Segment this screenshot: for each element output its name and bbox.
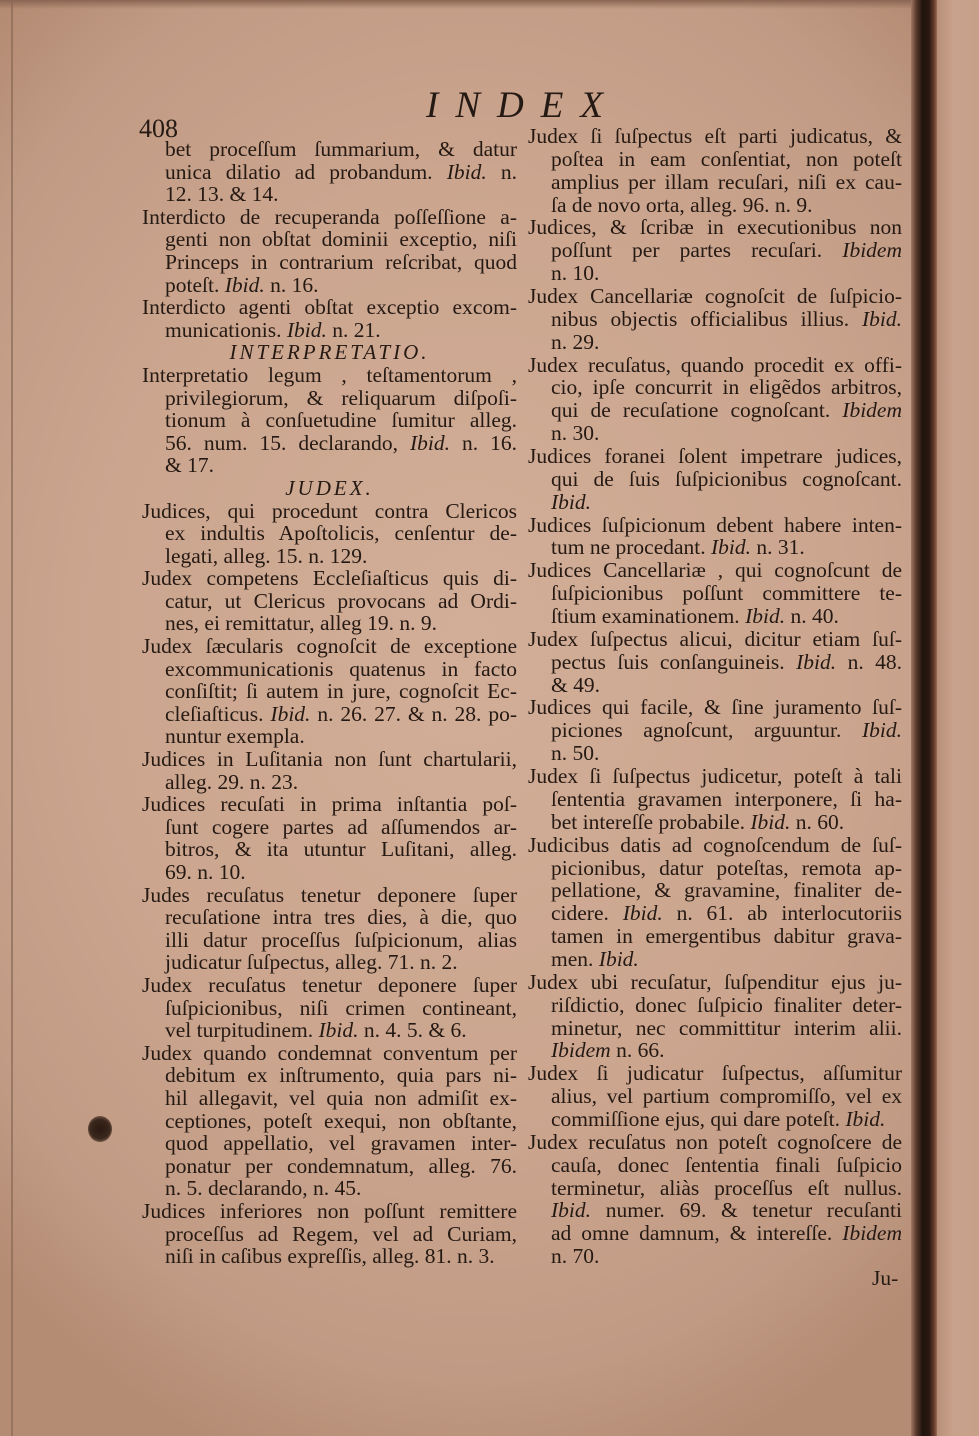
section-heading: INTERPRETATIO. [229,340,430,365]
entry-line: quod appellatio, vel gravamen inter- [165,1131,517,1156]
entry-line: ex indultis Apoſtolicis, cenſentur de- [165,521,517,546]
entry-line: ſententia gravamen interponere, ſi ha- [551,786,902,811]
entry-line: n. 30. [551,421,600,446]
index-entry [528,354,902,445]
entry-line: bet intereſſe probabile. Ibid. n. 60. [551,809,845,834]
page-left-edge [11,0,13,1436]
index-entry [142,1042,517,1200]
entry-line: proceſſus ad Regem, vel ad Curiam, [165,1221,517,1246]
entry-line: qui de ſuis ſuſpicionibus cognoſcant. [551,466,902,491]
entry-line: nuntur exempla. [165,724,305,749]
entry-head-line: Judices qui facile, & ſine juramento ſuſ- [528,695,902,720]
entry-line: & 49. [551,672,600,697]
entry-line: recuſatione intra tres dies, à die, quo [165,905,517,930]
entry-head-line: Judices in Luſitania non ſunt chartularii, [142,747,517,772]
entry-line: nibus objectis officialibus illius. Ibid. [551,306,902,331]
entry-line: cleſiaſticus. Ibid. n. 26. 27. & n. 28. po- [165,701,517,726]
entry-line: piciones agnoſcunt, arguuntur. Ibid. [551,718,902,743]
index-entry [528,445,902,514]
entry-head-line: Judices ſuſpicionum debent habere inten- [528,512,902,537]
entry-line: debitum ex inſtrumento, quia pars ni- [165,1063,517,1088]
entry-line: minetur, nec committitur interim alii. [551,1015,902,1040]
entry-line: qui de recuſatione cognoſcant. Ibidem [551,398,902,423]
entry-head-line: Judices recuſati in prima inſtantia poſ- [142,792,517,817]
entry-head-line: Judex ſi ſuſpectus judicetur, poteſt à tali [528,764,902,789]
entry-line: ceptiones, poteſt exequi, non obſtante, [165,1108,517,1133]
index-entry [142,1200,517,1268]
page-top-edge [0,0,912,9]
entry-line: 69. n. 10. [165,860,246,884]
entry-line: tionum à conſuetudine ſumitur alleg. [165,408,517,433]
entry-line: unica dilatio ad probandum. Ibid. n. [165,159,517,184]
entry-line: Princeps in contrarium reſcribat, quod [165,249,517,274]
index-entry [142,364,517,477]
entry-line: Ibid. numer. 69. & tenetur recuſanti [551,1198,902,1223]
entry-line: n. 50. [551,741,600,766]
index-entry [142,793,517,883]
index-entry [528,628,902,697]
entry-line: bet proceſſum ſummarium, & datur [165,137,517,161]
left-column [142,138,517,1268]
index-entry [528,696,902,765]
entry-line: riſdictio, donec ſuſpicio finaliter deter- [551,992,902,1017]
index-entry [528,765,902,834]
entry-line: legati, alleg. 15. n. 129. [165,543,368,568]
entry-line: tum ne procedant. Ibid. n. 31. [551,535,805,560]
entry-head-line: Judicibus datis ad cognoſcendum de ſuſ- [528,832,902,857]
entry-line: n. 70. [551,1244,600,1269]
entry-line: pellatione, & gravamine, finaliter de- [551,878,902,903]
index-entry [528,834,902,971]
index-entry [142,884,517,974]
index-entry [528,1062,902,1131]
entry-line: municationis. Ibid. n. 21. [165,317,381,342]
entry-line: n. 10. [551,261,600,286]
index-entry [142,567,517,635]
entry-line: alius, vel partium compromiſſo, vel ex [551,1084,902,1109]
entry-line: ſuſpicionibus, niſi crimen contineant, [165,995,517,1020]
entry-line: poteſt. Ibid. n. 16. [165,272,319,297]
entry-head-line: Judex recuſatus, quando procedit ex offi- [528,352,902,377]
entry-line: Ibidem n. 66. [551,1038,665,1063]
entry-line: conſiſtit; ſi autem in jure, cognoſcit Ec- [165,679,517,704]
entry-line: pectus ſuis conſanguineis. Ibid. n. 48. [551,649,903,674]
index-entry [528,285,902,354]
index-entry [142,500,517,568]
binding-gutter [911,0,937,1436]
entry-line: hil allegavit, vel quia non admiſit ex- [165,1085,517,1110]
entry-head-line: Judex Cancellariæ cognoſcit de ſuſpicio- [528,284,902,309]
entry-head-line: Judices Cancellariæ , qui cognoſcunt de [528,558,902,583]
entry-head-line: Interdicto de recuperanda poſſeſſione a- [142,204,517,229]
entry-line: n. 5. declarando, n. 45. [165,1176,362,1201]
entry-head-line: Judices, & ſcribæ in executionibus non [528,215,902,240]
index-entry [142,296,517,341]
entry-line: men. Ibid. [551,946,639,971]
entry-line: terminetur, aliàs proceſſus eſt nullus. [551,1175,902,1200]
entry-line: ſa de novo orta, alleg. 96. n. 9. [551,192,813,217]
entry-head-line: Judex ubi recuſatur, ſuſpenditur ejus ju- [528,969,902,994]
index-entry [528,514,902,560]
right-column [528,125,902,1268]
entry-head-line: Interpretatio legum , teſtamentorum , [142,362,517,387]
index-entry [528,559,902,628]
catchword: Ju- [872,1266,899,1290]
entry-line: tamen in emergentibus dabitur grava- [551,924,902,949]
entry-line: cio, ipſe concurrit in eligẽdos arbitros, [551,375,902,400]
entry-head-line: Interdicto agenti obſtat exceptio excom- [142,295,517,320]
entry-line: ad omne damnum, & intereſſe. Ibidem [551,1221,902,1246]
entry-line: ſtium examinationem. Ibid. n. 40. [551,604,839,629]
entry-head-line: Judex ſi ſuſpectus eſt parti judicatus, & [528,124,902,148]
entry-line: excommunicationis quatenus in facto [165,656,517,681]
index-entry [142,138,517,206]
index-entry [142,974,517,1042]
entry-line: ſuſpicionibus poſſunt committere te- [551,581,902,606]
index-entry [142,206,517,296]
entry-head-line: Judex ſæcularis cognoſcit de exceptione [142,634,517,659]
page-number: 408 [139,114,178,143]
entry-line: niſi in caſibus expreſſis, alleg. 81. n. 3. [165,1244,495,1269]
entry-line: ſunt cogere partes ad aſſumendos ar- [165,814,517,839]
entry-line: nes, ei remittatur, alleg 19. n. 9. [165,611,437,636]
entry-head-line: Judex recuſatus non poteſt cognoſcere de [528,1129,902,1154]
index-entry [528,125,902,216]
entry-line: poſſunt per partes recuſari. Ibidem [551,238,902,263]
entry-head-line: Judex ſi judicatur ſuſpectus, aſſumitur [528,1061,902,1086]
entry-head-line: Judices, qui procedunt contra Clericos [142,498,517,523]
index-entry [528,216,902,285]
entry-line: vel turpitudinem. Ibid. n. 4. 5. & 6. [165,1018,467,1043]
entry-head-line: Judices foranei ſolent impetrare judices, [528,444,902,469]
entry-head-line: Judex competens Eccleſiaſticus quis di- [142,566,517,591]
entry-line: & 17. [165,453,214,478]
entry-line: cauſa, donec ſententia finali ſuſpicio [551,1152,902,1177]
entry-line: 12. 13. & 14. [165,182,279,207]
entry-line: commiſſione ejus, qui dare poteſt. Ibid. [551,1106,886,1131]
entry-line: amplius per illam recuſari, niſi ex cau- [551,169,902,194]
entry-line: catur, ut Clericus provocans ad Ordi- [165,588,517,613]
entry-head-line: Judex quando condemnat conventum per [142,1040,517,1065]
entry-line: privilegiorum, & reliquarum diſpoſi- [165,385,517,410]
entry-line: cidere. Ibid. n. 61. ab interlocutoriis [551,901,903,926]
index-entry [528,1131,902,1268]
entry-line: picionibus, datur poteſtas, remota ap- [551,855,902,880]
running-head: INDEX [426,85,620,126]
section-heading: JUDEX. [285,475,374,500]
entry-line: Ibid. [551,489,592,514]
adjacent-page-edge [937,0,979,1436]
entry-head-line: Judex ſuſpectus alicui, dicitur etiam ſuſ- [528,626,902,651]
ink-blot [88,1116,112,1142]
entry-line: poſtea in eam conſentiat, non poteſt [551,146,902,171]
entry-line: genti non obſtat dominii exceptio, niſi [165,227,517,252]
index-entry [142,635,517,748]
entry-head-line: Judex recuſatus tenetur deponere ſuper [142,972,517,997]
entry-line: n. 29. [551,329,600,354]
entry-head-line: Judes recuſatus tenetur deponere ſuper [142,882,517,907]
entry-head-line: Judices inferiores non poſſunt remittere [142,1198,517,1223]
index-entry [142,748,517,793]
entry-line: judicatur ſuſpectus, alleg. 71. n. 2. [165,950,458,975]
index-entry [528,971,902,1062]
entry-line: bitros, & ita utuntur Luſitani, alleg. [165,837,517,862]
entry-line: ponatur per condemnatum, alleg. 76. [165,1153,517,1178]
entry-line: alleg. 29. n. 23. [165,769,299,794]
entry-line: illi datur proceſſus ſuſpicionum, alias [165,927,517,952]
entry-line: 56. num. 15. declarando, Ibid. n. 16. [165,430,517,455]
